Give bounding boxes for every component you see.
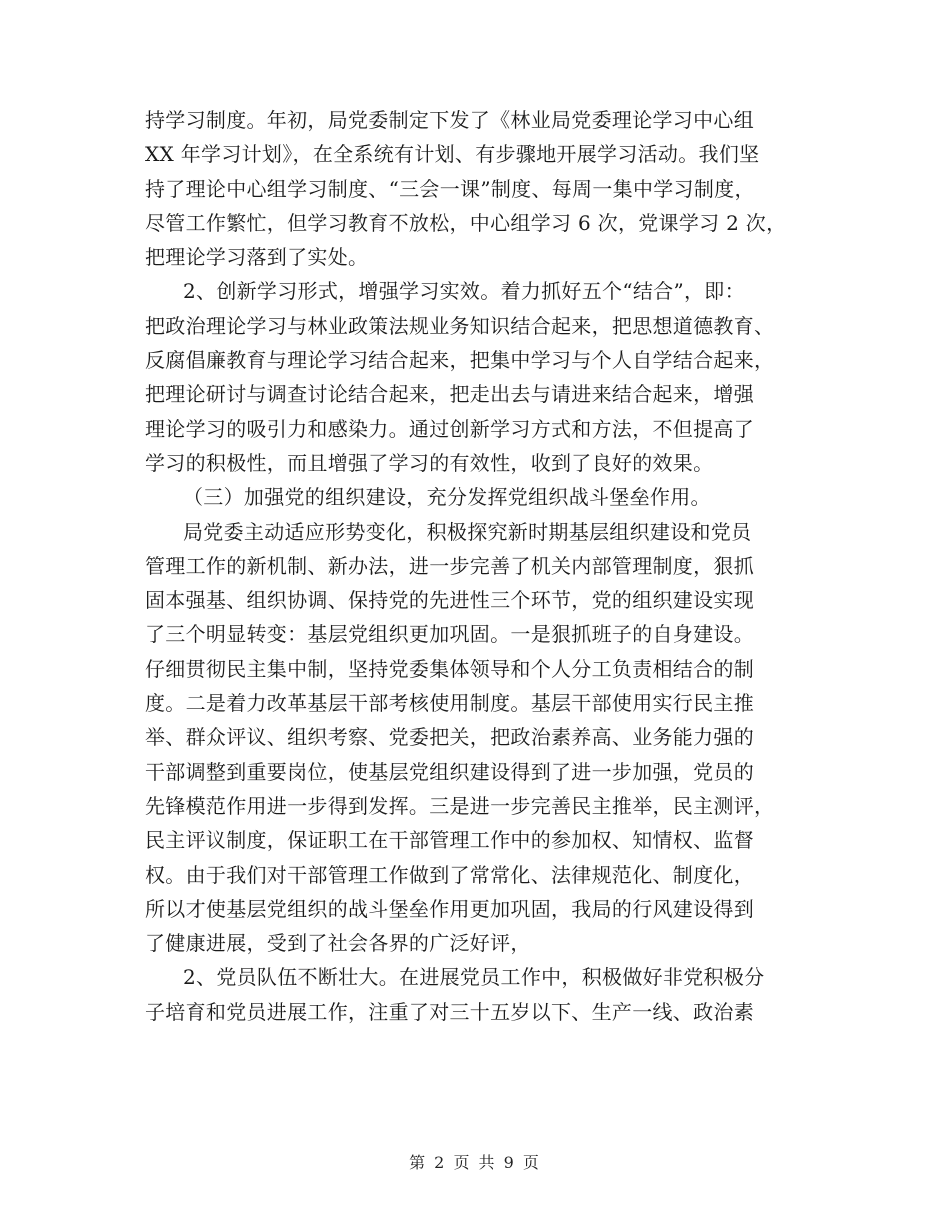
text-line: 持学习制度。年初，局党委制定下发了《林业局党委理论学习中心组 <box>145 108 754 132</box>
text-line: 了健康进展，受到了社会各界的广泛好评， <box>145 931 531 956</box>
text-line: 度。二是着力改革基层干部考核使用制度。基层干部使用实行民主推 <box>145 691 754 716</box>
document-body <box>145 103 813 1029</box>
text-line: 反腐倡廉教育与理论学习结合起来，把集中学习与个人自学结合起来， <box>145 348 775 373</box>
text-line: 尽管工作繁忙，但学习教育不放松，中心组学习 6 次，党课学习 2 次， <box>145 210 787 235</box>
text-line: 仔细贯彻民主集中制，坚持党委集体领导和个人分工负责相结合的制 <box>145 656 754 681</box>
text-line: 干部调整到重要岗位，使基层党组织建设得到了进一步加强，党员的 <box>145 759 754 784</box>
text-line: 固本强基、组织协调、保持党的先进性三个环节，党的组织建设实现 <box>145 588 754 613</box>
text-line: 持了理论中心组学习制度、“三会一课”制度、每周一集中学习制度， <box>145 176 755 201</box>
text-line: 理论学习的吸引力和感染力。通过创新学习方式和方法，不但提高了 <box>145 416 754 441</box>
text-line: （三）加强党的组织建设，充分发挥党组织战斗堡垒作用。 <box>183 485 711 510</box>
text-line: 局党委主动适应形势变化，积极探究新时期基层组织建设和党员 <box>183 519 752 544</box>
text-line: 把政治理论学习与林业政策法规业务知识结合起来，把思想道德教育、 <box>145 313 775 338</box>
text-line: 所以才使基层党组织的战斗堡垒作用更加巩固，我局的行风建设得到 <box>145 896 754 921</box>
text-line: 民主评议制度，保证职工在干部管理工作中的参加权、知情权、监督 <box>145 828 754 853</box>
text-line: 了三个明显转变：基层党组织更加巩固。一是狠抓班子的自身建设。 <box>145 622 754 647</box>
text-line: 2、党员队伍不断壮大。在进展党员工作中，积极做好非党积极分 <box>183 965 765 990</box>
text-line: 管理工作的新机制、新办法，进一步完善了机关内部管理制度，狠抓 <box>145 553 754 578</box>
text-line: 举、群众评议、组织考察、党委把关，把政治素养高、业务能力强的 <box>145 725 754 750</box>
text-line: XX 年学习计划》，在全系统有计划、有步骤地开展学习活动。我们坚 <box>145 142 760 167</box>
text-line: 把理论研讨与调查讨论结合起来，把走出去与请进来结合起来，增强 <box>145 382 754 407</box>
text-line: 学习的积极性，而且增强了学习的有效性，收到了良好的效果。 <box>145 450 714 475</box>
text-line: 子培育和党员进展工作，注重了对三十五岁以下、生产一线、政治素 <box>145 999 754 1024</box>
text-line: 2、创新学习形式，增强学习实效。着力抓好五个“结合”，即： <box>183 279 745 304</box>
page-footer: 第 2 页 共 9 页 <box>409 1153 541 1172</box>
text-line: 权。由于我们对干部管理工作做到了常常化、法律规范化、制度化， <box>145 862 754 887</box>
text-line: 先锋模范作用进一步得到发挥。三是进一步完善民主推举，民主测评， <box>145 793 775 818</box>
text-line: 把理论学习落到了实处。 <box>145 245 369 270</box>
